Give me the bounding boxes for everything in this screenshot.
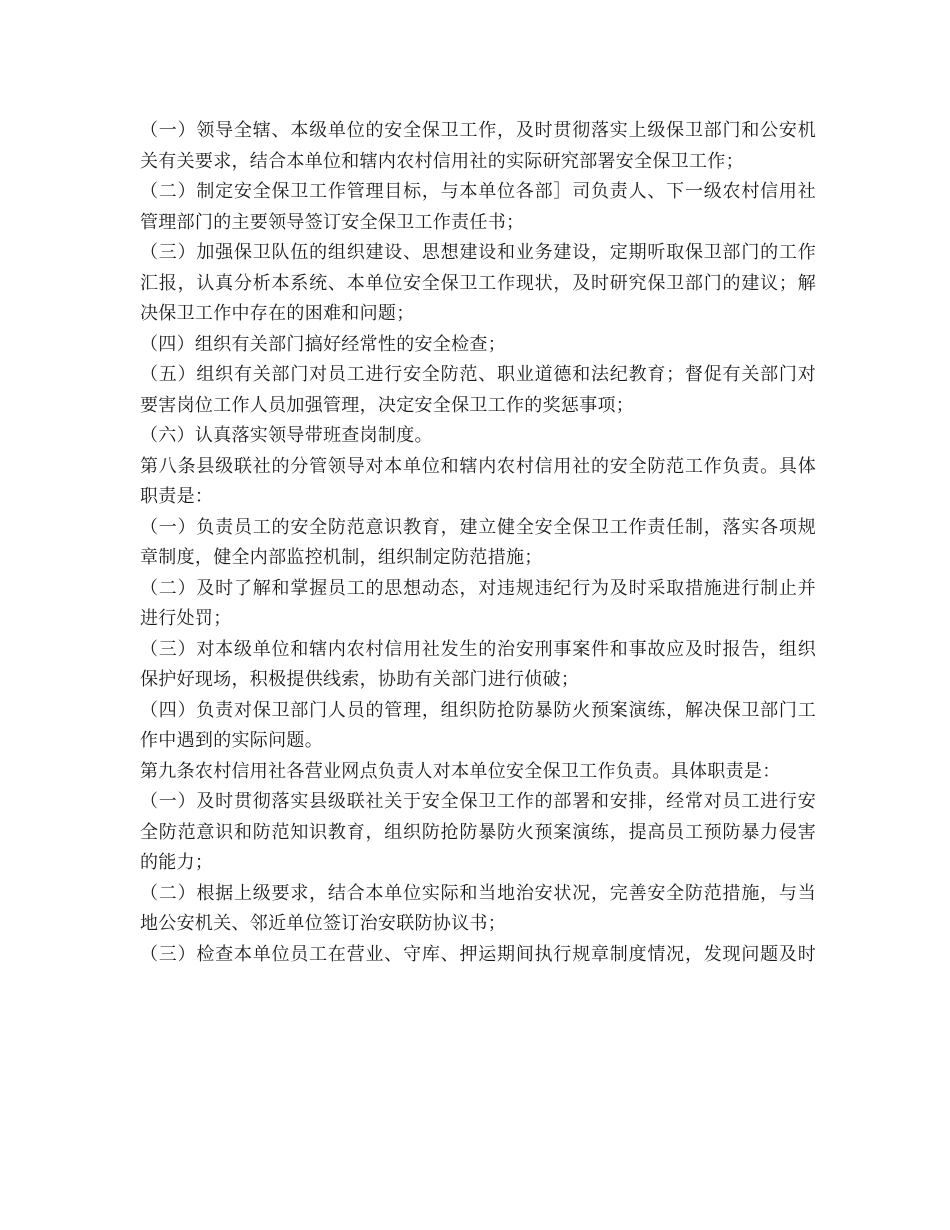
text-line: （三）检查本单位员工在营业、守库、押运期间执行规章制度情况，发现问题及时 [140, 943, 816, 965]
document-body [140, 116, 816, 970]
text-line: （二）根据上级要求，结合本单位实际和当地治安状况，完善安全防范措施，与当 [140, 882, 816, 904]
text-line: 保护好现场，积极提供线索，协助有关部门进行侦破； [140, 669, 580, 690]
text-line: 地公安机关、邻近单位签订治安联防协议书； [140, 913, 506, 934]
text-line: 作中遇到的实际问题。 [140, 730, 323, 751]
text-line: （五）组织有关部门对员工进行安全防范、职业道德和法纪教育；督促有关部门对 [140, 364, 816, 385]
text-line: 第八条县级联社的分管领导对本单位和辖内农村信用社的安全防范工作负责。具体 [140, 455, 816, 477]
text-line: 要害岗位工作人员加强管理，决定安全保卫工作的奖惩事项； [140, 394, 635, 416]
text-line: （一）及时贯彻落实县级联社关于安全保卫工作的部署和安排，经常对员工进行安 [140, 791, 816, 812]
text-line: （二）及时了解和掌握员工的思想动态，对违规违纪行为及时采取措施进行制止并 [140, 577, 816, 599]
text-line: 管理部门的主要领导签订安全保卫工作责任书； [140, 211, 525, 233]
text-line: 汇报，认真分析本系统、本单位安全保卫工作现状，及时研究保卫部门的建议；解 [140, 272, 816, 294]
text-line: 第九条农村信用社各营业网点负责人对本单位安全保卫工作负责。具体职责是： [140, 760, 781, 782]
text-line: （三）对本级单位和辖内农村信用社发生的治安刑事案件和事故应及时报告，组织 [140, 638, 816, 660]
text-line: （四）组织有关部门搞好经常性的安全检查； [140, 333, 506, 355]
text-line: （六）认真落实领导带班查岗制度。 [140, 425, 433, 446]
text-line: （三）加强保卫队伍的组织建设、思想建设和业务建设，定期听取保卫部门的工作 [140, 242, 816, 263]
text-line: 的能力； [140, 852, 214, 873]
text-line: （一）负责员工的安全防范意识教育，建立健全安全保卫工作责任制，落实各项规 [140, 516, 816, 538]
text-line: 职责是： [140, 486, 214, 507]
text-line: 进行处罚； [140, 608, 232, 629]
text-line: 全防范意识和防范知识教育，组织防抢防暴防火预案演练，提高员工预防暴力侵害 [140, 821, 816, 843]
text-line: 决保卫工作中存在的困难和问题； [140, 303, 415, 324]
text-line: 关有关要求，结合本单位和辖内农村信用社的实际研究部署安全保卫工作； [140, 150, 744, 172]
text-line: （一）领导全辖、本级单位的安全保卫工作，及时贯彻落实上级保卫部门和公安机 [140, 120, 816, 141]
text-line: 章制度，健全内部监控机制，组织制定防范措施； [140, 547, 543, 568]
text-line: （二）制定安全保卫工作管理目标，与本单位各部］司负责人、下一级农村信用社 [140, 181, 816, 202]
text-line: （四）负责对保卫部门人员的管理，组织防抢防暴防火预案演练，解决保卫部门工 [140, 699, 816, 721]
